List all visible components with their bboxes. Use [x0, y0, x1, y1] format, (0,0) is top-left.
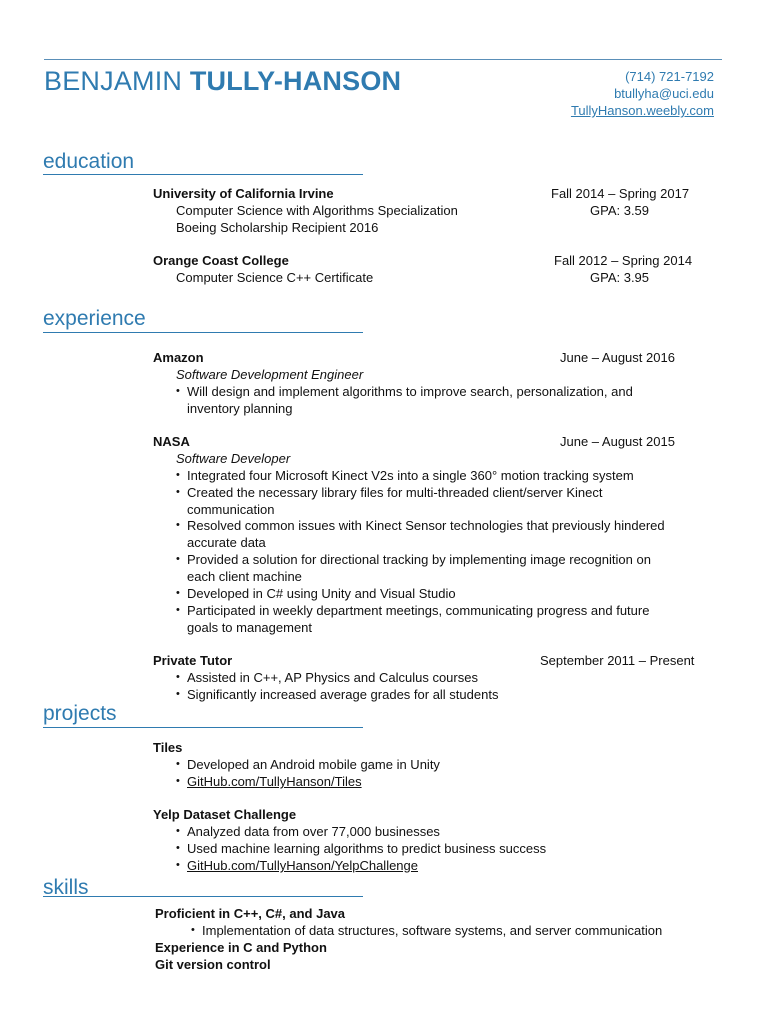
experience-bullet: • Provided a solution for directional tracking by implementing image recognition on [187, 551, 651, 568]
candidate-name [44, 66, 401, 97]
first-name: BENJAMIN [44, 66, 183, 96]
skill-bullet: • Implementation of data structures, software systems, and server communication [202, 922, 662, 939]
section-title-experience: experience [43, 307, 146, 330]
experience-bullet: • Integrated four Microsoft Kinect V2s into a single 360° motion tracking system [187, 467, 634, 484]
skill-line: Proficient in C++, C#, and Java [155, 906, 346, 921]
job-title: Software Development Engineer [176, 367, 364, 382]
company-name: Private Tutor [153, 653, 233, 668]
experience-bullet: • Assisted in C++, AP Physics and Calculus courses [187, 669, 478, 686]
experience-bullet: • Will design and implement algorithms to improve search, personalization, and [187, 383, 633, 400]
project-bullet: • Developed an Android mobile game in Unity [187, 756, 440, 773]
project-name: Yelp Dataset Challenge [153, 807, 297, 822]
experience-dates: June – August 2015 [560, 434, 675, 449]
project-link[interactable]: GitHub.com/TullyHanson/Tiles [187, 774, 362, 789]
project-name: Tiles [153, 740, 183, 755]
education-dates: Fall 2012 – Spring 2014 [554, 253, 693, 268]
header-rule [44, 59, 722, 60]
experience-bullet: • Resolved common issues with Kinect Sensor technologies that previously hindered [187, 517, 665, 534]
experience-bullet-continued: communication [187, 502, 275, 517]
education-detail: Boeing Scholarship Recipient 2016 [176, 220, 379, 235]
education-dates: Fall 2014 – Spring 2017 [551, 186, 690, 201]
section-title-skills: skills [43, 876, 89, 899]
skill-line: Git version control [155, 957, 271, 972]
section-rule-experience [43, 332, 363, 333]
company-name: NASA [153, 434, 190, 449]
website-link[interactable]: TullyHanson.weebly.com [570, 103, 714, 118]
education-detail: Computer Science with Algorithms Specialization [176, 203, 458, 218]
school-name: Orange Coast College [153, 253, 289, 268]
project-bullet: • Used machine learning algorithms to predict business success [187, 840, 546, 857]
skill-line: Experience in C and Python [155, 940, 327, 955]
section-title-education: education [43, 150, 135, 173]
experience-bullet: • Created the necessary library files for multi-threaded client/server Kinect [187, 484, 602, 501]
phone: (714) 721-7192 [625, 69, 714, 84]
contact-block [571, 68, 714, 119]
experience-bullet: • Participated in weekly department meetings, communicating progress and future [187, 602, 649, 619]
experience-bullet: • Significantly increased average grades for all students [187, 686, 498, 703]
experience-bullet: • Developed in C# using Unity and Visual Studio [187, 585, 456, 602]
project-link[interactable]: GitHub.com/TullyHanson/YelpChallenge [187, 858, 418, 873]
section-rule-skills [43, 896, 363, 897]
experience-dates: June – August 2016 [560, 350, 675, 365]
education-gpa: GPA: 3.59 [590, 203, 650, 218]
experience-dates: September 2011 – Present [540, 653, 695, 668]
company-name: Amazon [153, 350, 204, 365]
project-bullet: • Analyzed data from over 77,000 businesses [187, 823, 440, 840]
project-bullet-link[interactable] [187, 857, 418, 874]
experience-bullet-continued: goals to management [187, 620, 313, 635]
section-rule-projects [43, 727, 363, 728]
experience-bullet-continued: accurate data [187, 535, 266, 550]
school-name: University of California Irvine [153, 186, 334, 201]
education-detail: Computer Science C++ Certificate [176, 270, 374, 285]
section-title-projects: projects [43, 702, 117, 725]
education-gpa: GPA: 3.95 [590, 270, 650, 285]
job-title: Software Developer [176, 451, 291, 466]
email: btullyha@uci.edu [614, 86, 714, 101]
experience-bullet-continued: each client machine [187, 569, 302, 584]
last-name: TULLY-HANSON [189, 66, 402, 96]
section-rule-education [43, 174, 363, 175]
experience-bullet-continued: inventory planning [187, 401, 293, 416]
project-bullet-link[interactable] [187, 773, 362, 790]
